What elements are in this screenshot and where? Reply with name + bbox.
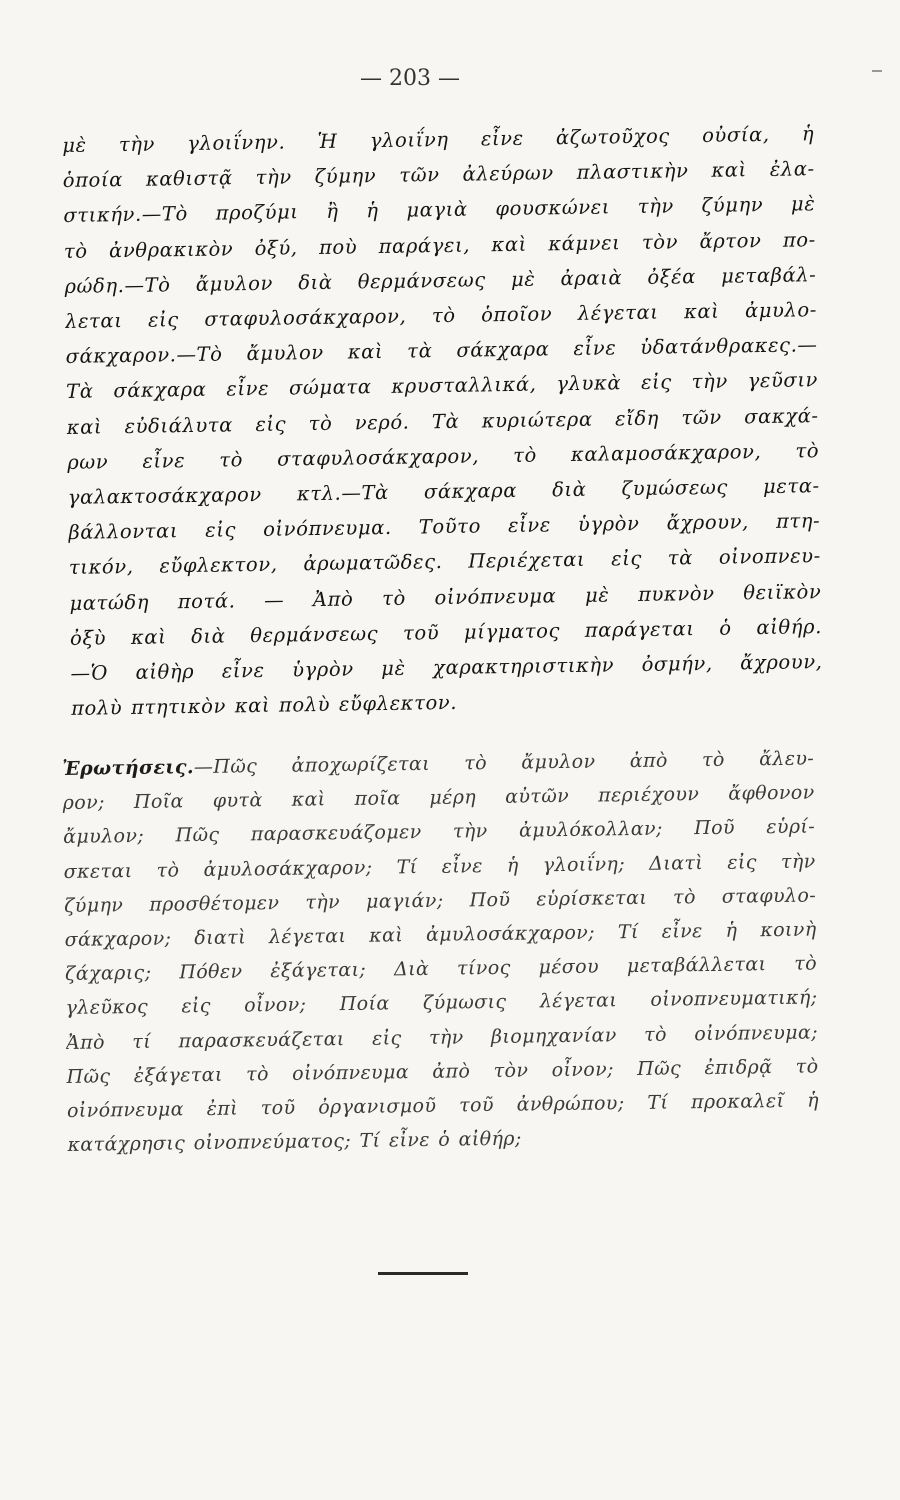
text-line: λεται εἰς σταφυλοσάκχαρον, τὸ ὁποῖον λέγεται καὶ ἀμυλο- — [64, 298, 818, 333]
text-line: σκεται τὸ ἀμυλοσάκχαρον; Τί εἶνε ἡ γλοιΐνη; Διατὶ εἰς τὴν — [63, 850, 816, 883]
text-line: καὶ εὐδιάλυτα εἰς τὸ νερό. Τὰ κυριώτερα εἴδη τῶν σακχά- — [66, 403, 819, 439]
text-line: ρον; Ποῖα φυτὰ καὶ ποῖα μέρη αὐτῶν περιέχουν ἄφθονον — [62, 781, 815, 815]
text-line: γλεῦκος εἰς οἶνον; Ποία ζύμωσις λέγεται οἰνοπνευματική; — [65, 986, 818, 1020]
body-paragraph — [62, 116, 823, 726]
text-line: Πῶς ἐξάγεται τὸ οἰνόπνευμα ἀπὸ τὸν οἶνον; Πῶς ἐπιδρᾷ τὸ — [66, 1055, 819, 1088]
text-line: οἰνόπνευμα ἐπὶ τοῦ ὀργανισμοῦ τοῦ ἀνθρώπου; Τί προκαλεῖ ἡ — [66, 1089, 820, 1122]
text-line: ζάχαρις; Πόθεν ἐξάγεται; Διὰ τίνος μέσου μεταβάλλεται τὸ — [64, 952, 818, 986]
text-line: Ἀπὸ τί παρασκευάζεται εἰς τὴν βιομηχανίαν τὸ οἰνόπνευμα; — [65, 1021, 819, 1054]
text-line: ζύμην προσθέτομεν τὴν μαγιάν; Ποῦ εὑρίσκεται τὸ σταφυλο- — [63, 884, 817, 917]
questions-paragraph — [62, 742, 820, 1163]
text-line: σάκχαρον.—Τὸ ἄμυλον καὶ τὰ σάκχαρα εἶνε ὑδατάνθρακες.— — [65, 333, 818, 369]
text-line: Τὰ σάκχαρα εἶνε σώματα κρυσταλλικά, γλυκὰ εἰς τὴν γεῦσιν — [65, 368, 819, 404]
text-line: ρων εἶνε τὸ σταφυλοσάκχαρον, τὸ καλαμοσάκχαρον, τὸ — [67, 438, 820, 474]
margin-mark — [872, 70, 882, 72]
text-line: σάκχαρον; διατὶ λέγεται καὶ ἀμυλοσάκχαρον; Τί εἶνε ἡ κοινὴ — [64, 918, 817, 951]
text-line: —Ὁ αἰθὴρ εἶνε ὑγρὸν μὲ χαρακτηριστικὴν ὀσμήν, ἄχρουν, — [70, 650, 823, 685]
text-line: κατάχρησις οἰνοπνεύματος; Τί εἶνε ὁ αἰθήρ; — [67, 1127, 522, 1157]
text-line: ὀξὺ καὶ διὰ θερμάνσεως τοῦ μίγματος παράγεται ὁ αἰθήρ. — [69, 614, 823, 650]
text-line: ἄμυλον; Πῶς παρασκευάζομεν τὴν ἀμυλόκολλαν; Ποῦ εὑρί- — [63, 815, 816, 849]
text-line: πολὺ πτητικὸν καὶ πολὺ εὔφλεκτον. — [70, 691, 458, 721]
text-line: ὁποία καθιστᾷ τὴν ζύμην τῶν ἀλεύρων πλαστικὴν καὶ ἐλα- — [62, 157, 815, 193]
text-line: γαλακτοσάκχαρον κτλ.—Τὰ σάκχαρα διὰ ζυμώσεως μετα- — [67, 474, 820, 509]
page-number: — 203 — — [360, 66, 460, 91]
end-rule-divider — [378, 1272, 468, 1275]
text-line: τικόν, εὔφλεκτον, ἀρωματῶδες. Περιέχεται εἰς τὰ οἰνοπνευ- — [68, 544, 821, 580]
text-line: στικήν.—Τὸ προζύμι ἢ ἡ μαγιὰ φουσκώνει τὴν ζύμην μὲ — [63, 192, 816, 228]
questions-first-line-text: —Πῶς ἀποχωρίζεται τὸ ἄμυλον ἀπὸ τὸ ἄλευ- — [193, 747, 815, 779]
text-line: τὸ ἀνθρακικὸν ὀξύ, ποὺ παράγει, καὶ κάμνει τὸν ἄρτον πο- — [63, 227, 817, 263]
text-line: ρώδη.—Τὸ ἄμυλον διὰ θερμάνσεως μὲ ἀραιὰ ὀξέα μεταβάλ- — [64, 262, 817, 298]
text-line: βάλλονται εἰς οἰνόπνευμα. Τοῦτο εἶνε ὑγρὸν ἄχρουν, πτη- — [68, 509, 821, 545]
text-line: μὲ τὴν γλοιΐνην. Ἡ γλοιΐνη εἶνε ἀζωτοῦχος οὐσία, ἡ — [62, 122, 815, 157]
text-line: ματώδη ποτά. — Ἀπὸ τὸ οἰνόπνευμα μὲ πυκνὸν θειϊκὸν — [69, 579, 822, 615]
questions-heading: Ἐρωτήσεις. — [62, 756, 195, 780]
